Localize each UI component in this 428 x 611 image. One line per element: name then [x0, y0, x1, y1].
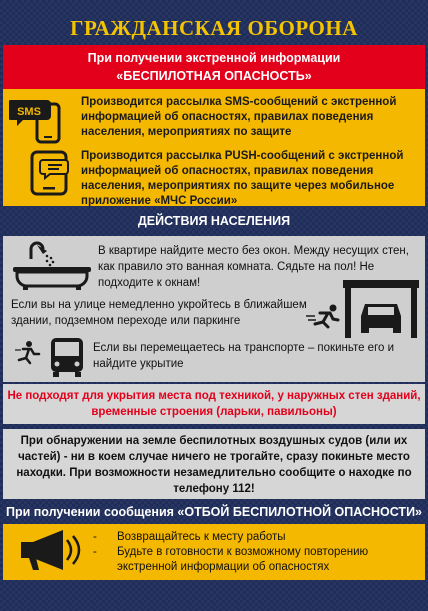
alert-line-2: «БЕСПИЛОТНАЯ ОПАСНОСТЬ» [116, 69, 312, 83]
bathtub-icon [9, 239, 95, 291]
alert-line-1: При получении экстренной информации [87, 51, 341, 65]
sms-phone-icon [9, 94, 77, 146]
all-clear-panel [3, 524, 425, 580]
bus-evacuation-icon [15, 336, 85, 378]
shelter-warning: Не подходят для укрытия места под техникой, у наружных стен зданий, временные строения (ларьки, павильоны) [3, 384, 425, 424]
push-notification [3, 147, 425, 207]
street-advice: Если вы на улице немедленно укройтесь в ближайшем здании, подземном переходе или паркинге [11, 299, 307, 327]
sms-icon-label: SMS [17, 106, 41, 118]
sms-notification-text: Производится рассылка SMS-сообщений с экстренной информацией об опасностях, правилах поведения населения, мероприятиях по защите [81, 96, 397, 138]
sms-notification [3, 92, 425, 148]
running-person-icon [306, 304, 342, 330]
push-notification-text: Производится рассылка PUSH-сообщений с экстренной информацией об опасностях, правилах поведения населения, мероприятиях по защите через мобильное приложение «МЧС России» [81, 150, 404, 207]
transport-advice: Если вы перемещаетесь на транспорте – покиньте его и найдите укрытие [93, 342, 395, 370]
parking-garage-icon [343, 280, 419, 338]
page-title: ГРАЖДАНСКАЯ ОБОРОНА [70, 16, 358, 40]
list-item [93, 545, 418, 575]
megaphone-icon [17, 528, 87, 574]
apartment-advice: В квартире найдите место без окон. Между несущих стен, как правило это ванная комната. Сядьте на пол! Не подходите к окнам! [98, 245, 409, 289]
list-item [93, 530, 418, 545]
notifications-panel [3, 89, 425, 206]
all-clear-list [93, 530, 418, 575]
actions-heading: ДЕЙСТВИЯ НАСЕЛЕНИЯ [137, 214, 291, 228]
actions-panel [3, 236, 425, 382]
drone-found-info: При обнаружении на земле беспилотных воздушных судов (или их частей) - ни в коем случае ничего не трогайте, сразу покиньте место находки. При возможности незамедлительно сообщите о находке по телефону 112! [3, 429, 425, 499]
alert-header [3, 45, 425, 89]
return-to-work-text: Возвращайтесь к месту работы [117, 531, 286, 543]
push-phone-icon [29, 149, 79, 197]
be-ready-text: Будьте в готовности к возможному повторению экстренной информации об опасностях [117, 546, 369, 573]
list-dash: - [93, 531, 97, 543]
all-clear-heading: При получении сообщения «ОТБОЙ БЕСПИЛОТНОЙ ОПАСНОСТИ» [5, 505, 423, 519]
list-dash: - [93, 546, 97, 558]
